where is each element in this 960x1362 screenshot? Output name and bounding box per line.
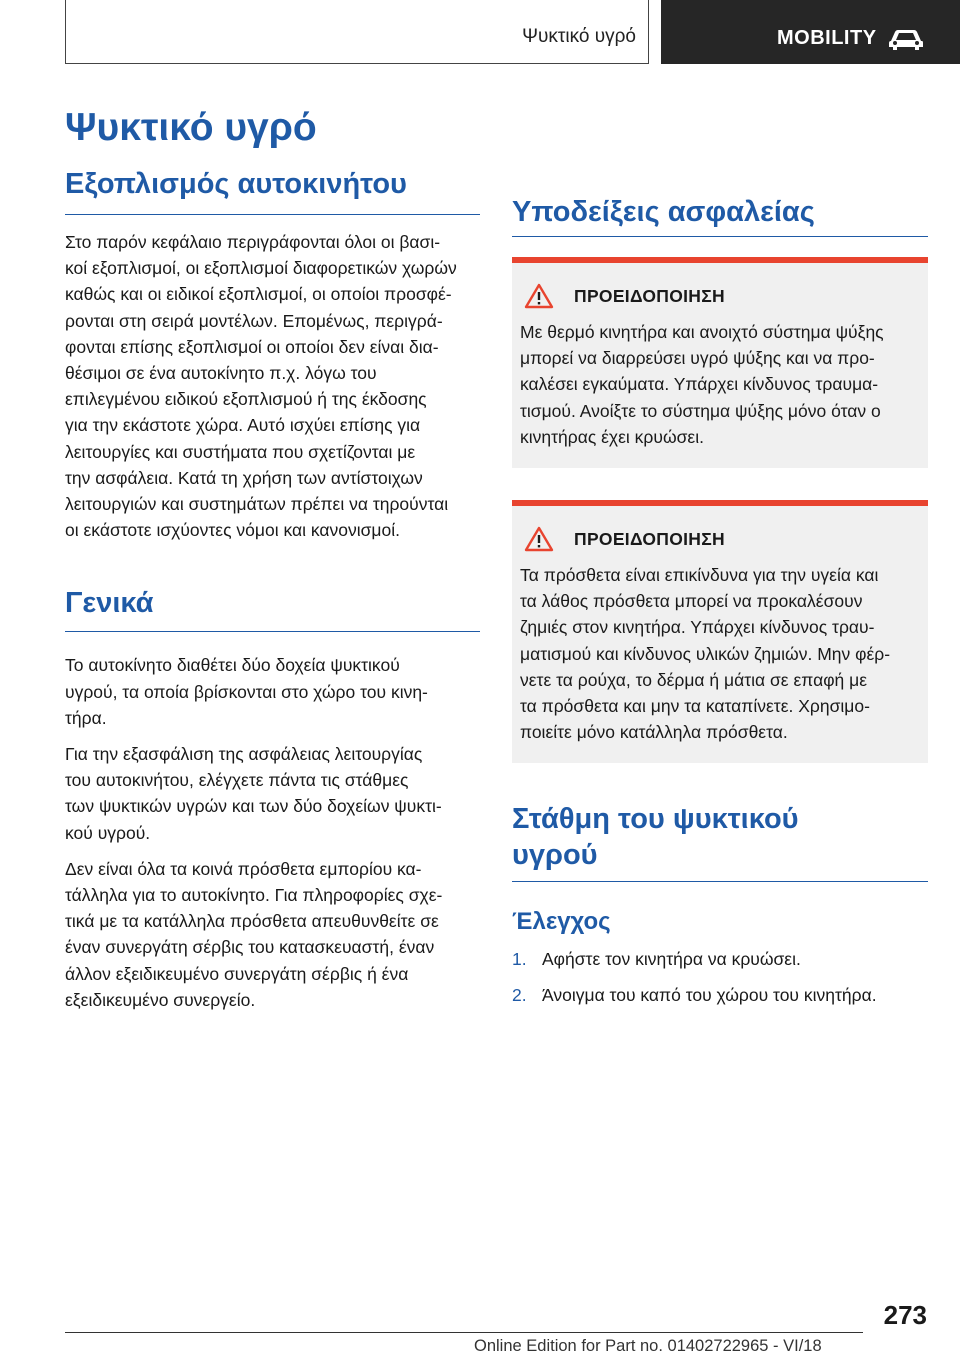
text-line: ματισμού και κίνδυνος υλικών ζημιών. Μην φέρ‐ [520,643,891,664]
right-column [512,194,928,1008]
step-number: 2. [512,985,527,1006]
text-line: έναν συνεργάτη σέρβις του κατασκευαστή, έναν [65,937,435,958]
step-item [512,982,928,1008]
check-steps-list [512,946,928,1008]
warning-text [520,319,920,450]
text-line: φονται επίσης εξοπλισμοί οι οποίοι δεν είναι δια‐ [65,336,439,357]
text-line: τα πρόσθετα και μην τα καταπίνετε. Χρησιμο‐ [520,696,870,717]
heading-rule [512,881,928,882]
warning-triangle-icon [524,526,554,552]
text-line: του αυτοκινήτου, ελέγχετε πάντα τις στάθμες [65,770,409,791]
step-item [512,946,928,972]
heading-rule [512,236,928,237]
text-line: ρονται στη σειρά μοντέλων. Επομένως, περιγρά‐ [65,310,443,331]
warning-header [524,283,920,309]
text-line: κού υγρού. [65,822,151,843]
step-text: Άνοιγμα του καπό του χώρου του κινητήρα. [542,985,877,1006]
step-text: Αφήστε τον κινητήρα να κρυώσει. [542,949,801,970]
text-line: Το αυτοκίνητο διαθέτει δύο δοχεία ψυκτικού [65,655,400,676]
text-line: λειτουργίες και συστήματα που σχετίζονται με [65,441,416,462]
check-subheading: Έλεγχος [512,908,611,936]
text-line: θέσιμοι σε ένα αυτοκίνητο π.χ. λόγω του [65,363,377,384]
warning-header [524,526,920,552]
car-icon [887,27,925,51]
text-line: τικά με τα κατάλληλα πρόσθετα απευθυνθείτε σε [65,911,439,932]
text-line: επιλεγμένου ειδικού εξοπλισμού ή της έκδοσης [65,389,427,410]
text-line: καθώς και οι ειδικοί εξοπλισμοί, οι οποίοι προσφέ‐ [65,284,452,305]
coolant-level-heading [512,801,928,873]
footer-rule [65,1332,863,1333]
warning-title: ΠΡΟΕΙΔΟΠΟΙΗΣΗ [574,285,725,306]
equipment-heading: Εξοπλισμός αυτοκινήτου [65,168,407,200]
text-line: Δεν είναι όλα τα κοινά πρόσθετα εμπορίου κα‐ [65,858,422,879]
text-line: τισμού. Ανοίξτε το σύστημα ψύξης μόνο όταν ο [520,400,881,421]
equipment-paragraph [65,229,480,543]
warning-box [512,500,928,763]
general-heading: Γενικά [65,587,154,620]
header-tab-label: MOBILITY [777,27,877,49]
step-number: 1. [512,949,527,970]
heading-rule [65,214,480,215]
text-line: τα λάθος πρόσθετα μπορεί να προκαλέσουν [520,591,863,612]
general-paragraph [65,652,480,731]
safety-heading: Υποδείξεις ασφαλείας [512,196,815,228]
header-chapter-box [65,0,649,64]
general-paragraph [65,741,480,846]
text-line: ζημιές στον κινητήρα. Υπάρχει κίνδυνος τραυ‐ [520,617,875,638]
text-line: καλέσει εγκαύματα. Υπάρχει κίνδυνος τραυμα‐ [520,374,879,395]
text-line: κινητήρας έχει κρυώσει. [520,426,704,447]
warning-text [520,562,920,745]
footer-edition: Online Edition for Part no. 01402722965 - VI/18 [474,1337,822,1355]
text-line: μπορεί να διαρρεύσει υγρό ψύξης και να προ‐ [520,348,875,369]
text-line: άλλον εξειδικευμένο συνεργάτη σέρβις ή ένα [65,963,409,984]
text-line: οι εκάστοτε ισχύοντες νόμοι και κανονισμοί. [65,520,400,541]
header-section-tab[interactable] [661,0,960,64]
text-line: για την εκάστοτε χώρα. Αυτό ισχύει επίσης για [65,415,421,436]
text-line: τήρα. [65,707,107,728]
heading-line: υγρού [512,839,598,872]
header-chapter-title: Ψυκτικό υγρό [522,26,636,47]
text-line: λειτουργιών και συστημάτων πρέπει να τηρούνται [65,494,449,515]
text-line: εξειδικευμένο συνεργείο. [65,989,256,1010]
text-line: ποιείτε μόνο κατάλληλα πρόσθετα. [520,722,788,743]
text-line: Τα πρόσθετα είναι επικίνδυνα για την υγεία και [520,565,879,586]
warning-title: ΠΡΟΕΙΔΟΠΟΙΗΣΗ [574,528,725,549]
page-number: 273 [883,1300,927,1330]
coolant-level-section [512,801,928,1008]
text-line: Με θερμό κινητήρα και ανοιχτό σύστημα ψύξης [520,322,884,342]
text-line: Για την εξασφάλιση της ασφάλειας λειτουργίας [65,744,423,765]
heading-line: Στάθμη του ψυκτικού [512,803,799,836]
text-line: κοί εξοπλισμοί, οι εξοπλισμοί διαφορετικών χωρών [65,258,457,279]
safety-section [512,194,928,763]
warning-triangle-icon [524,283,554,309]
text-line: τάλληλα για το αυτοκίνητο. Για πληροφορίες σχε‐ [65,885,443,906]
general-section [65,585,480,1013]
text-line: των ψυκτικών υγρών και των δύο δοχείων ψυκτι‐ [65,796,442,817]
heading-rule [65,631,480,632]
warning-box [512,257,928,468]
text-line: την ασφάλεια. Κατά τη χρήση των αντίστοιχων [65,467,423,488]
page-title: Ψυκτικό υγρό [65,106,317,149]
left-column [65,166,480,1013]
text-line: Στο παρόν κεφάλαιο περιγράφονται όλοι οι βασι‐ [65,232,441,252]
text-line: νετε τα ρούχα, το δέρμα ή μάτια σε επαφή με [520,669,868,690]
equipment-section [65,166,480,543]
general-paragraph [65,856,480,1013]
text-line: υγρού, τα οποία βρίσκονται στο χώρο του κινη‐ [65,681,428,702]
